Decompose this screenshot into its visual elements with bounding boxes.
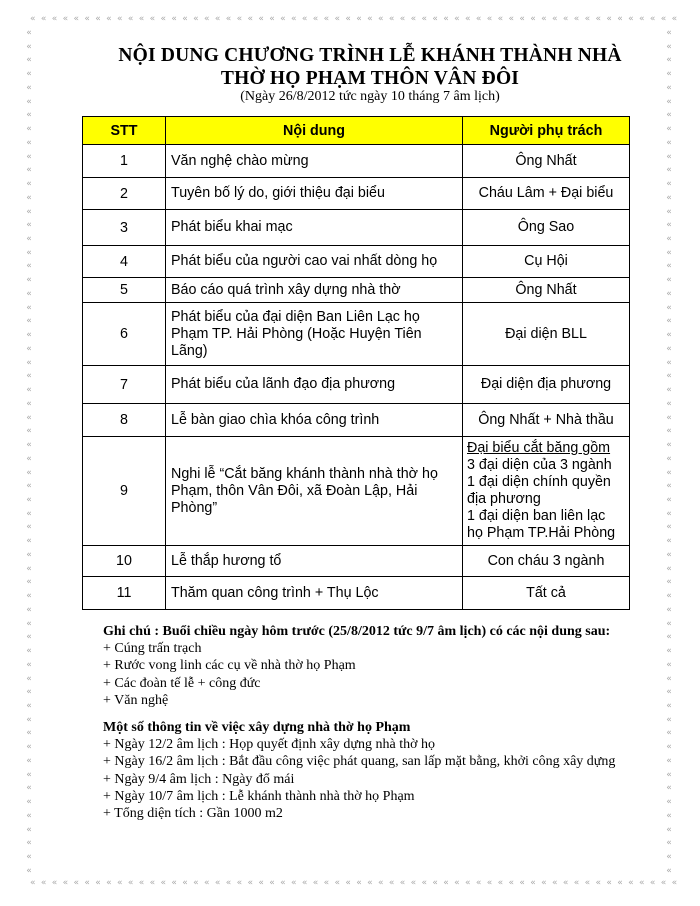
row-person: Tất cả: [463, 577, 630, 610]
person-list-item: 3 đại diện của 3 ngành: [467, 457, 612, 473]
table-row: [83, 546, 630, 577]
row-content: Phát biểu khai mạc: [166, 210, 463, 246]
row-person: Cụ Hội: [463, 246, 630, 278]
spacer: [103, 709, 643, 719]
decorative-border-top: « « « « « « « « « « « « « « « « « « « « « « « « « « « « « « « « « « « « « « « « « « « « « « « « « « « « « « « « « « « «: [30, 14, 678, 24]
table-row: [83, 404, 630, 437]
row-stt: 3: [83, 210, 166, 246]
header-person: Người phụ trách: [463, 117, 630, 145]
notes-item: + Các đoàn tế lễ + công đức: [103, 675, 261, 691]
row-content: Phát biểu của đại diện Ban Liên Lạc họ Phạm TP. Hải Phòng (Hoặc Huyện Tiên Lãng): [166, 303, 463, 366]
table-row: [83, 210, 630, 246]
table-row: [83, 366, 630, 404]
row-content: Báo cáo quá trình xây dựng nhà thờ: [166, 278, 463, 303]
table-row: [83, 303, 630, 366]
info-item: + Ngày 10/7 âm lịch : Lễ khánh thành nhà thờ họ Phạm: [103, 788, 415, 804]
table-row: [83, 145, 630, 178]
row-stt: 7: [83, 366, 166, 404]
row-stt: 6: [83, 303, 166, 366]
row-content: Nghi lễ “Cắt băng khánh thành nhà thờ họ Phạm, thôn Vân Đôi, xã Đoàn Lập, Hải Phòng”: [166, 437, 463, 546]
notes-section: [103, 623, 643, 822]
table-row: [83, 278, 630, 303]
page-subtitle: (Ngày 26/8/2012 tức ngày 10 tháng 7 âm lịch): [240, 89, 500, 104]
header-content: Nội dung: [166, 117, 463, 145]
row-person: Ông Nhất: [463, 145, 630, 178]
row-person: Cháu Lâm + Đại biểu: [463, 178, 630, 210]
row-stt: 8: [83, 404, 166, 437]
notes-item: + Văn nghệ: [103, 692, 169, 708]
row-content: Thăm quan công trình + Thụ Lộc: [166, 577, 463, 610]
row-stt: 2: [83, 178, 166, 210]
row-content: Lễ thắp hương tổ: [166, 546, 463, 577]
row-content: Lễ bàn giao chìa khóa công trình: [166, 404, 463, 437]
row-stt: 4: [83, 246, 166, 278]
row-content: Tuyên bố lý do, giới thiệu đại biểu: [166, 178, 463, 210]
notes-heading: Ghi chú : Buổi chiều ngày hôm trước (25/8/2012 tức 9/7 âm lịch) có các nội dung sau:: [103, 624, 611, 639]
row-stt: 11: [83, 577, 166, 610]
info-item: + Ngày 9/4 âm lịch : Ngày đổ mái: [103, 771, 295, 787]
row-person: Đại diện BLL: [463, 303, 630, 366]
decorative-border-bottom: « « « « « « « « « « « « « « « « « « « « « « « « « « « « « « « « « « « « « « « « « « « « « « « « « « « « « « « « « « « «: [30, 878, 678, 888]
row-person: Ông Sao: [463, 210, 630, 246]
row-content: Phát biểu của người cao vai nhất dòng họ: [166, 246, 463, 278]
row-stt: 5: [83, 278, 166, 303]
row-person: Đại diện địa phương: [463, 366, 630, 404]
table-row: [83, 577, 630, 610]
page-title-line1: NỘI DUNG CHƯƠNG TRÌNH LỄ KHÁNH THÀNH NHÀ: [118, 45, 622, 66]
row-content: Văn nghệ chào mừng: [166, 145, 463, 178]
table-row: [83, 246, 630, 278]
decorative-border-right: « « « « « « « « « « « « « « « « « « « « « « « « « « « « « « « « « « « « « « « « « « « « « « « « « « « « « « « « « « « « « «: [666, 28, 672, 876]
person-list-heading: Đại biểu cắt băng gồm: [467, 440, 611, 456]
program-table: [82, 116, 630, 610]
row-stt: 10: [83, 546, 166, 577]
row-stt: 9: [83, 437, 166, 546]
row-person: Con cháu 3 ngành: [463, 546, 630, 577]
table-row: [83, 437, 630, 546]
table-row: [83, 178, 630, 210]
notes-item: + Rước vong linh các cụ về nhà thờ họ Phạm: [103, 658, 356, 674]
page-title-line2: THỜ HỌ PHẠM THÔN VÂN ĐÔI: [220, 68, 520, 89]
table-header-row: [83, 117, 630, 145]
row-stt: 1: [83, 145, 166, 178]
row-person: Ông Nhất: [463, 278, 630, 303]
person-list-item: 1 đại diện ban liên lạc họ Phạm TP.Hải Phòng: [467, 508, 616, 541]
row-person-list: [463, 437, 630, 546]
notes-item: + Cúng trấn trạch: [103, 641, 202, 657]
decorative-border-left: « « « « « « « « « « « « « « « « « « « « « « « « « « « « « « « « « « « « « « « « « « « « « « « « « « « « « « « « « « « « « «: [26, 28, 32, 876]
info-item: + Ngày 12/2 âm lịch : Họp quyết định xây dựng nhà thờ họ: [103, 737, 436, 753]
row-content: Phát biểu của lãnh đạo địa phương: [166, 366, 463, 404]
person-list-item: 1 đại diện chính quyền địa phương: [467, 474, 611, 507]
info-heading: Một số thông tin về việc xây dựng nhà thờ họ Phạm: [103, 720, 411, 736]
header-stt: STT: [83, 117, 166, 145]
info-item: + Tổng diện tích : Gần 1000 m2: [103, 806, 283, 822]
row-person: Ông Nhất + Nhà thầu: [463, 404, 630, 437]
info-item: + Ngày 16/2 âm lịch : Bắt đầu công việc phát quang, san lấp mặt bằng, khởi công xây dựng: [103, 754, 616, 770]
